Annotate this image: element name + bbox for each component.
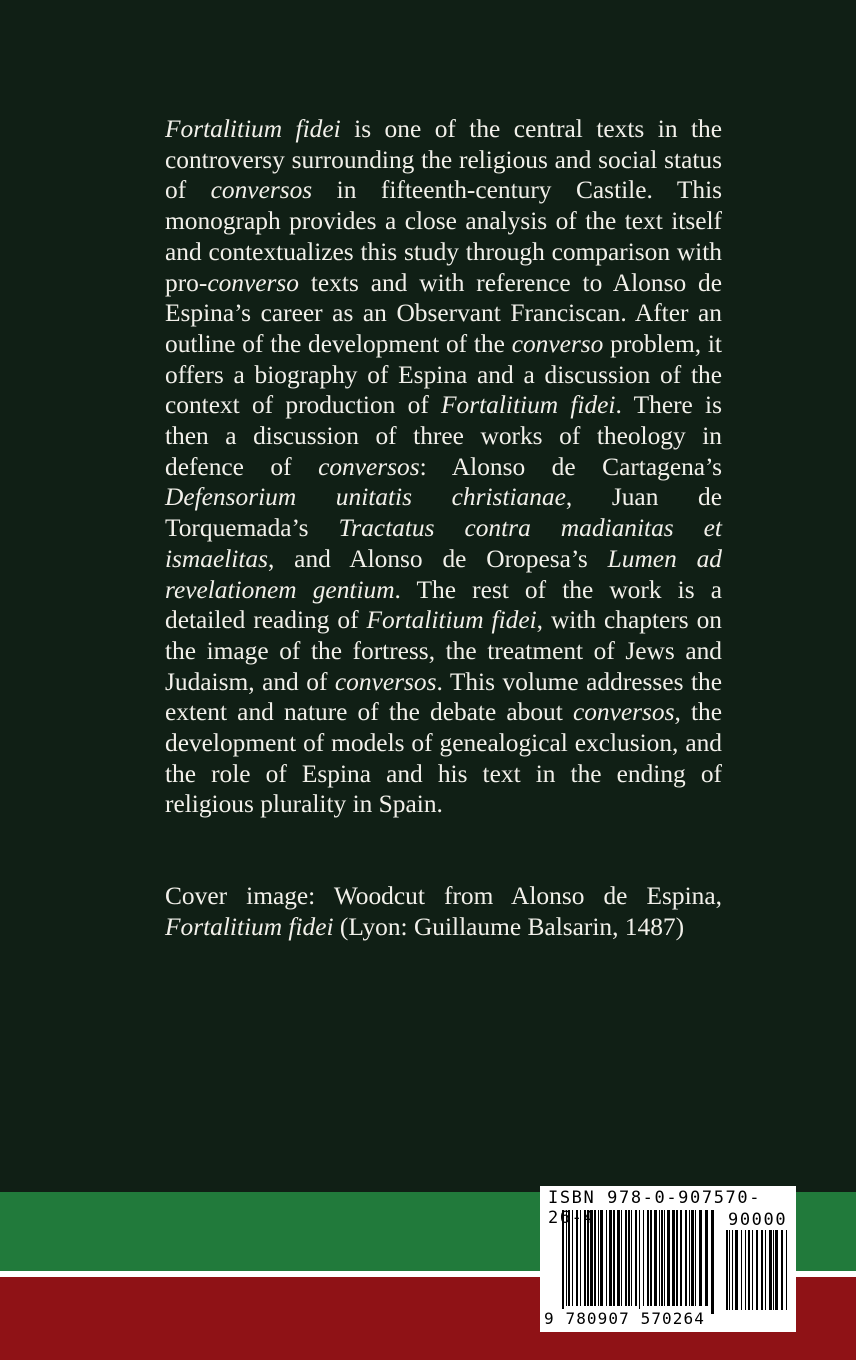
blurb-italic-run: Defensorium unitatis christianae [165, 483, 566, 512]
ean-digits: 9 780907 570264 [544, 1309, 705, 1328]
blurb-run: , Juan de Torquemada’s [165, 483, 722, 543]
blurb-italic-run: conversos [572, 698, 675, 727]
blurb-italic-run: conversos [318, 452, 420, 481]
barcode-addon-bar [748, 1230, 750, 1310]
blurb-italic-run: Fortalitium fidei [165, 115, 341, 143]
credit-suffix: (Lyon: Guillaume Balsarin, 1487) [333, 912, 685, 941]
blurb-run: : Alonso de Cartagena’s [419, 452, 722, 481]
barcode-addon-bar [786, 1230, 787, 1310]
blurb-text [165, 114, 722, 820]
blurb-run: . There is then a discussion of three works of theology in defence of [165, 391, 722, 481]
barcode-addon-bar [729, 1230, 730, 1310]
barcode-addon-bar [741, 1230, 742, 1310]
barcode-addon-bar [726, 1230, 728, 1310]
barcode-label [540, 1186, 796, 1332]
credit-title: Fortalitium fidei [165, 912, 334, 941]
blurb-run: . This volume addresses the extent and nature of the debate about [165, 667, 722, 727]
blurb-italic-run: conversos [334, 667, 437, 696]
blurb-run: . The rest of the work is a detailed reading of [165, 575, 722, 635]
barcode-addon-bar [745, 1230, 746, 1310]
cover-image-credit [165, 881, 722, 942]
blurb-italic-run: Fortalitium fidei [366, 606, 537, 635]
blurb-run: is one of the central texts in the controversy surrounding the religious and social status of [165, 115, 722, 205]
barcode-addon-bar [752, 1230, 753, 1310]
barcode-addon-bar [735, 1230, 738, 1310]
blurb-italic-run: Lumen ad revelationem gentium [165, 544, 722, 604]
barcode-addon-bar [756, 1230, 758, 1310]
blurb-italic-run: Fortalitium fidei [441, 391, 616, 420]
blurb-run: , and Alonso de Oropesa’s [267, 544, 608, 573]
blurb-run: texts and with reference to Alonso de Espina’s career as an Observant Franciscan. After an outline of the development of the [165, 268, 722, 358]
blurb-run: , the development of models of genealogical exclusion, and the role of Espina and his text in the ending of religious plurality in Spain. [165, 698, 723, 819]
barcode-addon-bar [769, 1230, 772, 1310]
barcode-addon-bar [761, 1230, 763, 1310]
barcode-addon-bar [765, 1230, 766, 1310]
price-addon-number: 90000 [728, 1210, 788, 1230]
blurb-run: in fifteenth-century Castile. This monograph provides a close analysis of the text itself and contextualizes this study through comparison with pro- [165, 176, 723, 297]
barcode-addon-bar [775, 1230, 778, 1310]
blurb-run: , with chapters on the image of the fortress, the treatment of Jews and Judaism, and of [165, 606, 722, 696]
barcode-addon-bar [773, 1230, 774, 1310]
credit-prefix: Cover image: Woodcut from Alonso de Espina, [165, 882, 722, 910]
blurb-italic-run: Tractatus contra madianitas et ismaelitas [165, 514, 722, 573]
blurb-run: problem, it offers a biography of Espina and a discussion of the context of production of [165, 329, 722, 420]
blurb-italic-run: converso [207, 268, 299, 297]
blurb-italic-run: conversos [210, 176, 313, 205]
barcode-addon-bar [732, 1230, 733, 1310]
isbn-number: ISBN 978-0-907570-26-4 [548, 1188, 762, 1228]
blurb-italic-run: converso [511, 329, 604, 358]
barcode-addon-bar [781, 1230, 783, 1310]
